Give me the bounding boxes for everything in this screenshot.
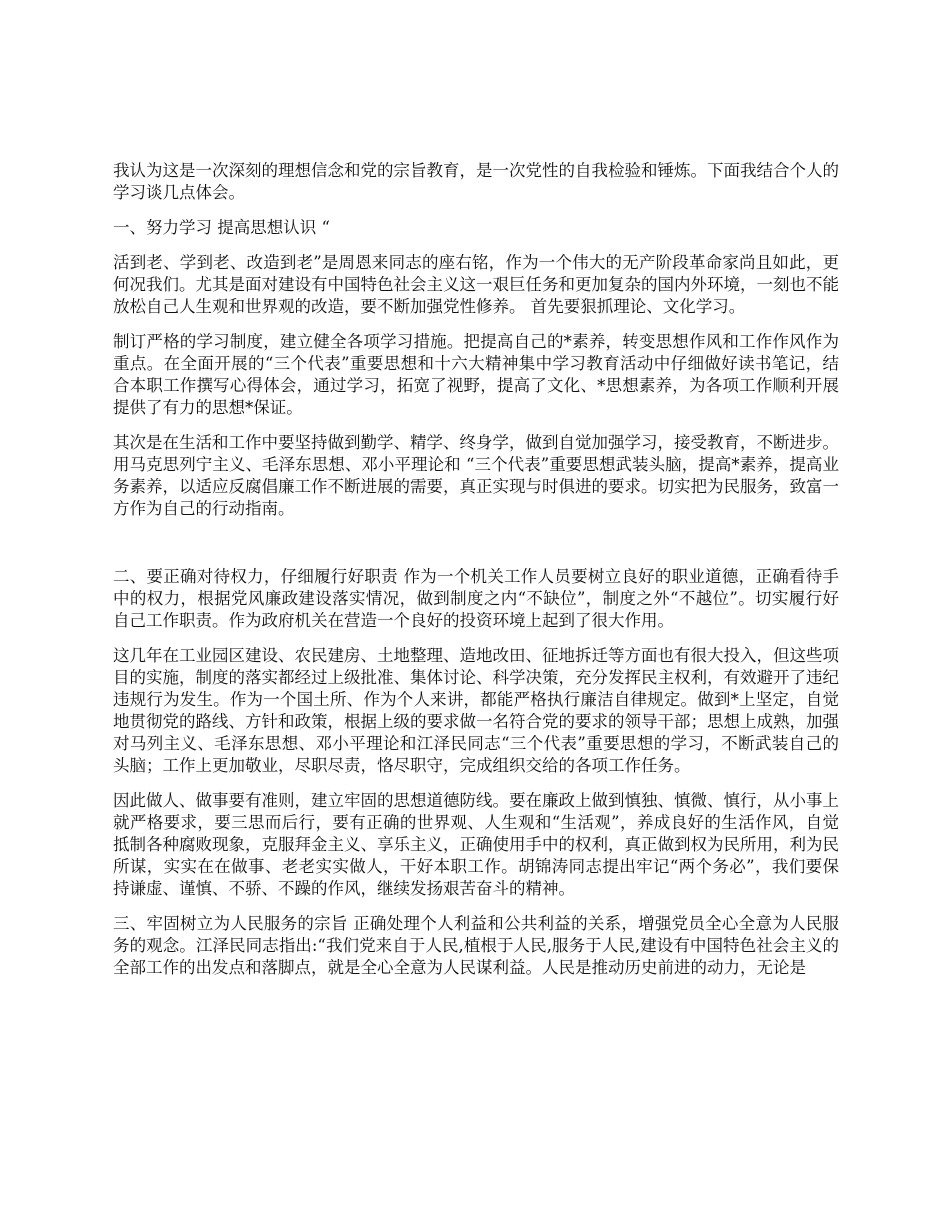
- section-heading-2-paragraph: 二、要正确对待权力，仔细履行好职责 作为一个机关工作人员要树立良好的职业道德，正确看待手中的权力，根据党风廉政建设落实情况，做到制度之内“不缺位”，制度之外“不越位”。切实履行好自己工作职责。作为政府机关在营造一个良好的投资环境上起到了很大作用。: [113, 567, 839, 630]
- section-heading-3-paragraph: 三、牢固树立为人民服务的宗旨 正确处理个人利益和公共利益的关系，增强党员全心全意为人民服务的观念。江泽民同志指出:“我们党来自于人民,植根于人民,服务于人民,建设有中国特色社会主义的全部工作的出发点和落脚点，就是全心全意为人民谋利益。人民是推动历史前进的动力，无论是: [113, 914, 839, 977]
- intro-paragraph: 我认为这是一次深刻的理想信念和党的宗旨教育，是一次党性的自我检验和锤炼。下面我结合个人的学习谈几点体会。: [113, 161, 839, 202]
- body-paragraph: 因此做人、做事要有准则，建立牢固的思想道德防线。要在廉政上做到慎独、慎微、慎行，从小事上就严格要求，要三思而后行，要有正确的世界观、人生观和“生活观”，养成良好的生活作风，自觉抵制各种腐败现象，克服拜金主义、享乐主义，正确使用手中的权利，真正做到权为民所用，利为民所谋，实实在在做事、老老实实做人，干好本职工作。胡锦涛同志提出牢记“两个务必”，我们要保持谦虚、谨慎、不骄、不躁的作风，继续发扬艰苦奋斗的精神。: [113, 791, 839, 898]
- body-paragraph: 制订严格的学习制度，建立健全各项学习措施。把提高自己的*素养，转变思想作风和工作作风作为重点。在全面开展的“三个代表”重要思想和十六大精神集中学习教育活动中仔细做好读书笔记，结合本职工作撰写心得体会，通过学习，拓宽了视野，提高了文化、*思想素养，为各项工作顺利开展提供了有力的思想*保证。: [113, 332, 839, 417]
- body-paragraph: 活到老、学到老、改造到老”是周恩来同志的座右铭，作为一个伟大的无产阶段革命家尚且如此，更何况我们。尤其是面对建设有中国特色社会主义这一艰巨任务和更加复杂的国内外环境，一刻也不能放松自己人生观和世界观的改造，要不断加强党性修养。 首先要狠抓理论、文化学习。: [113, 253, 839, 316]
- section-heading-1: 一、努力学习 提高思想认识 “: [113, 218, 330, 237]
- document-body: [113, 160, 839, 992]
- body-paragraph: 这几年在工业园区建设、农民建房、土地整理、造地改田、征地拆迁等方面也有很大投入，但这些项目的实施，制度的落实都经过上级批准、集体讨论、科学决策，充分发挥民主权利，有效避开了违纪违规行为发生。作为一个国土所、作为个人来讲，都能严格执行廉洁自律规定。做到*上坚定，自觉地贯彻党的路线、方针和政策，根据上级的要求做一名符合党的要求的领导干部；思想上成熟，加强对马列主义、毛泽东思想、邓小平理论和江泽民同志“三个代表”重要思想的学习，不断武装自己的头脑；工作上更加敬业，尽职尽责，恪尽职守，完成组织交给的各项工作任务。: [113, 646, 839, 775]
- section-gap: [113, 533, 839, 566]
- body-paragraph: 其次是在生活和工作中要坚持做到勤学、精学、终身学，做到自觉加强学习，接受教育，不断进步。用马克思列宁主义、毛泽东思想、邓小平理论和 “三个代表”重要思想武装头脑，提高*素养，提高业务素养，以适应反腐倡廉工作不断进展的需要，真正实现与时俱进的要求。切实把为民服务，致富一方作为自己的行动指南。: [113, 433, 839, 518]
